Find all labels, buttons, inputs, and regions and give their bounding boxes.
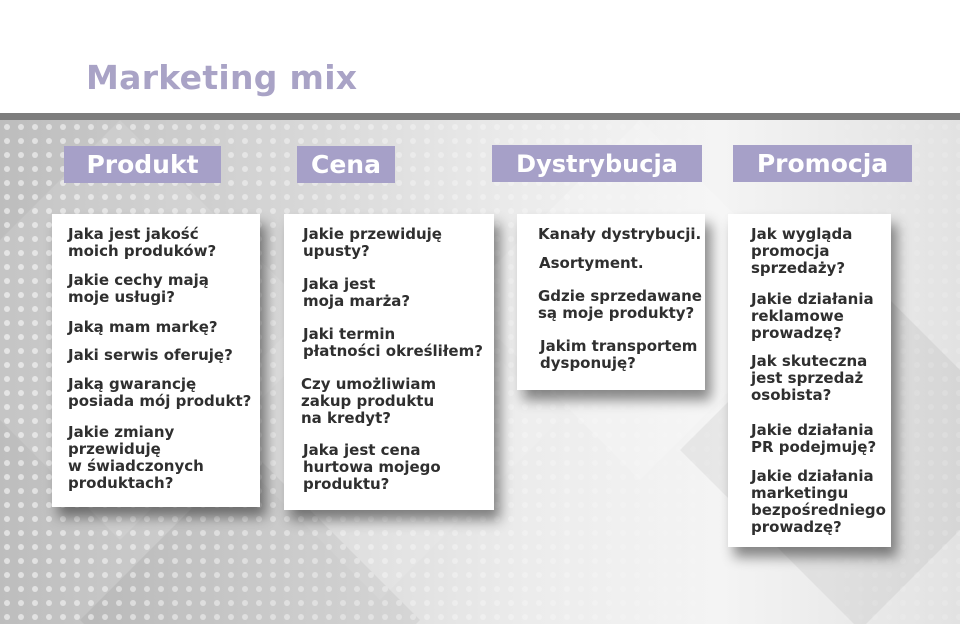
question-item: Jaki termin płatności określiłem?	[303, 325, 483, 360]
question-item: Czy umożliwiam zakup produktu na kredyt?	[301, 375, 437, 427]
question-item: Jakie zmiany przewiduję w świadczonych produktach?	[68, 423, 204, 492]
title-divider	[0, 113, 960, 120]
column-header-promocja: Promocja	[733, 145, 912, 182]
question-item: Kanały dystrybucji.	[538, 225, 702, 243]
question-item: Jakie działania reklamowe prowadzę?	[751, 290, 874, 342]
question-item: Jakie cechy mają moje usługi?	[68, 271, 209, 306]
card-produkt	[52, 214, 260, 507]
question-item: Jak skuteczna jest sprzedaż osobista?	[751, 352, 868, 404]
question-item: Jaką gwarancję posiada mój produkt?	[68, 375, 252, 410]
question-item: Jakie działania marketingu bezpośredniego prowadzę?	[751, 467, 886, 536]
question-item: Jakie przewiduję upusty?	[303, 225, 442, 260]
question-item: Jaki serwis oferuję?	[68, 346, 233, 364]
card-dystrybucja	[517, 214, 705, 390]
question-item: Jaka jest jakość moich produków?	[68, 225, 217, 260]
question-item: Jaka jest moja marża?	[303, 275, 411, 310]
question-item: Jakie działania PR podejmuję?	[751, 421, 877, 456]
question-item: Asortyment.	[539, 254, 644, 272]
question-item: Jak wygląda promocja sprzedaży?	[751, 225, 853, 277]
page-title: Marketing mix	[86, 58, 358, 97]
card-cena	[284, 214, 494, 510]
column-header-cena: Cena	[297, 146, 395, 183]
column-header-dystrybucja: Dystrybucja	[492, 145, 702, 182]
column-header-produkt: Produkt	[64, 146, 221, 183]
question-item: Gdzie sprzedawane są moje produkty?	[538, 287, 702, 322]
question-item: Jaką mam markę?	[68, 318, 218, 336]
question-item: Jaka jest cena hurtowa mojego produktu?	[303, 441, 441, 493]
card-promocja	[728, 214, 891, 547]
question-item: Jakim transportem dysponuję?	[540, 337, 698, 372]
